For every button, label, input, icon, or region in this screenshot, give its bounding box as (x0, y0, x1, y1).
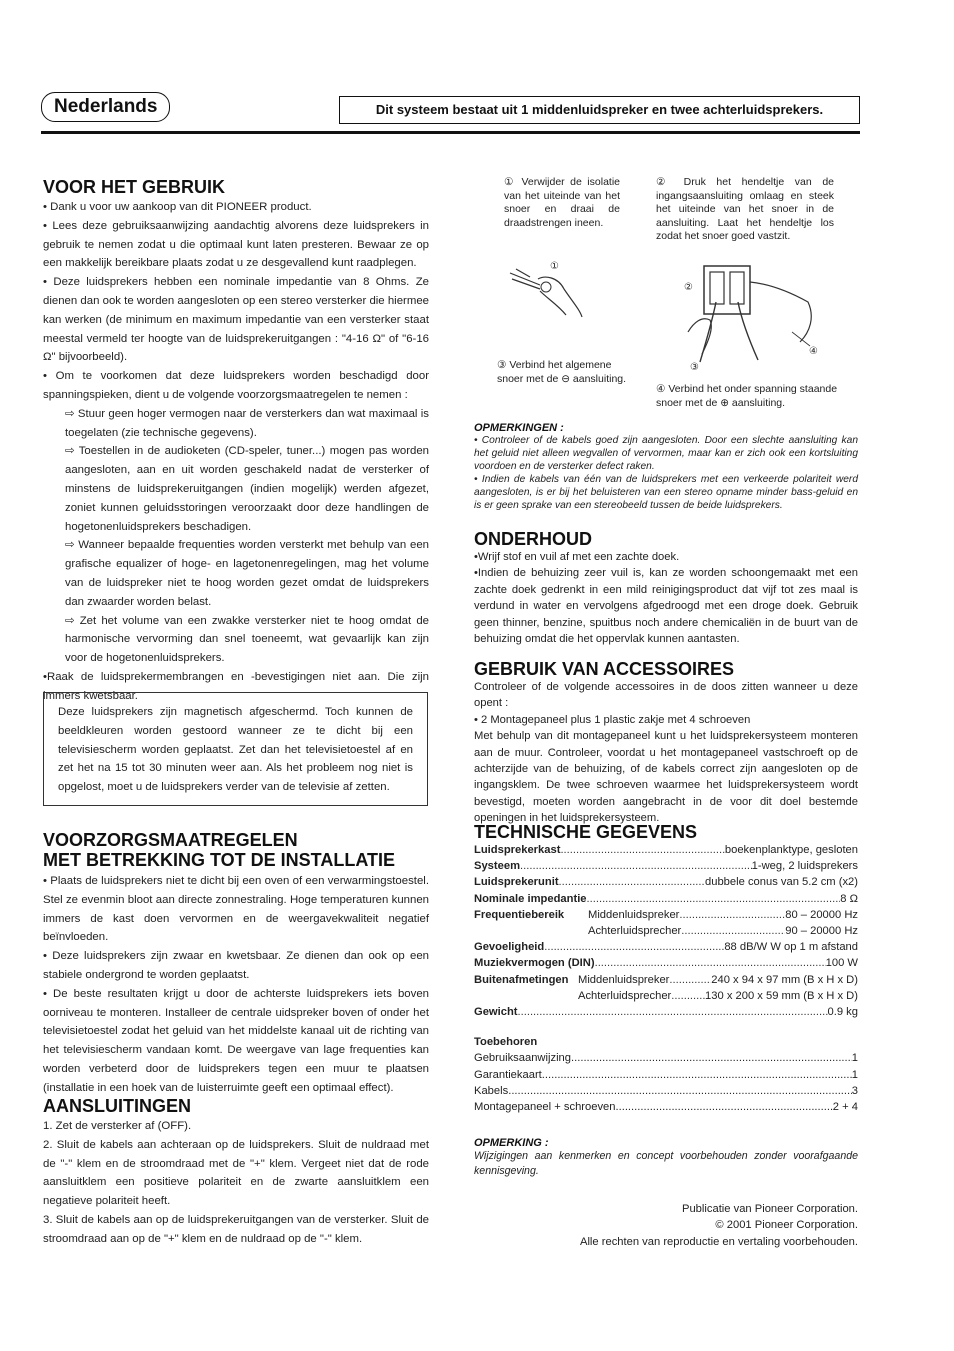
footer-publisher: Publicatie van Pioneer Corporation. (682, 1203, 858, 1215)
step1-text: ① Verwijder de isolatie van het uiteinde van het snoer en draai de draadstrengen ineen. (504, 176, 620, 229)
accessory-qty: 1 (851, 1068, 858, 1081)
system-note: Dit systeem bestaat uit 1 middenluidspreker en twee achterluidsprekers. (339, 96, 860, 124)
spec-sub: Middenluidspreker (588, 908, 680, 921)
voorzorg-title-1: VOORZORGSMAATREGELEN (43, 830, 298, 850)
voor-s4: ⇨ Zet het volume van een zwakke versterker niet te hoog omdat de harmonische vervorming dan snel toeneemt, wat gevaarlijk kan zijn voor de hogetonenluidsprekers. (65, 614, 429, 665)
spec-value: 90 – 20000 Hz (785, 925, 858, 938)
language-label: Nederlands (41, 92, 170, 122)
accessory-qty: 2 + 4 (832, 1101, 858, 1114)
onderhoud-p2: •Indien de behuizing zeer vuil is, kan ze worden schoongemaakt met een zachte doek gedrenkt in een mild reinigingsproduct dat vijf tot zes maal is verdund in water en vervolgens afgedroogd met een droge doek. Gebruik geen thinner, benzine, spuitbus noch andere chemicaliën in de buurt van de behuizing omdat die het oppervlak kunnen aantasten. (474, 567, 858, 646)
accessory-row (474, 1050, 858, 1066)
opmerkingen-title: OPMERKINGEN : (474, 422, 564, 434)
step4-text: ④ Verbind het onder spanning staande snoer met de ⊕ aansluiting. (656, 383, 838, 409)
voor-p1: • Dank u voor uw aankoop van dit PIONEER product. (43, 201, 312, 213)
strip-wire-illustration (500, 255, 595, 325)
spec-value: boekenplanktype, gesloten (724, 844, 858, 856)
spec-value: 240 x 94 x 97 mm (B x H x D) (711, 973, 858, 986)
opmerking-title: OPMERKING : (474, 1137, 549, 1149)
footer-rights: Alle rechten van reproductie en vertaling voorbehouden. (579, 1235, 858, 1248)
spec-sub: Middenluidspreker (578, 973, 670, 986)
spec-row (474, 955, 858, 971)
spec-row (474, 972, 858, 988)
spec-key: Gewicht (474, 1006, 518, 1019)
accessory-row (474, 1067, 858, 1083)
spec-value: 1-weg, 2 luidsprekers (751, 860, 858, 873)
voorzorg-section (43, 830, 429, 1098)
magnetic-shield-note (43, 692, 428, 806)
spec-key: Buitenafmetingen (474, 973, 569, 986)
spec-sub: Achterluidsprecher (578, 989, 672, 1002)
spec-row (474, 923, 858, 939)
voorzorg-title-2: MET BETREKKING TOT DE INSTALLATIE (43, 850, 395, 870)
voor-section (43, 177, 429, 706)
voor-p4: • Om te voorkomen dat deze luidsprekers worden beschadigd door spanningspieken, dient u de volgende voorzorgsmaatregelen te nemen : (43, 370, 429, 401)
spec-row (474, 842, 858, 858)
terminal-illustration (680, 262, 830, 372)
toebehoren-title: Toebehoren (474, 1036, 538, 1049)
accessory-row (474, 1099, 858, 1115)
voor-s2: ⇨ Toestellen in de audioketen (CD-speler, tuner...) mogen pas worden aangesloten, aan en uit worden geschakeld nadat de versterker of minstens de luidsprekeruitgangen (indien mogelijk) werden afgezet, zoniet kunnen geluidsstoringen veroorzaakt door deze handlingen de hogetonenluidsprekers beschadigen. (65, 445, 429, 533)
aansluitingen-p2: 2. Sluit de kabels aan achteraan op de luidsprekers. Sluit de nuldraad met de "-" klem en de stroomdraad met de "+" klem. Vergeet niet dat de rode aansluitklem een positieve polariteit en de zwarte aansluitklem een negatieve polariteit heeft. (43, 1138, 429, 1208)
spec-key: Systeem (474, 860, 521, 873)
step2-text: ② Druk het hendeltje van de ingangsaansluiting omlaag en steek het uiteinde van het snoer in de aansluiting. Laat het hendeltje los zodat het snoer goed vastzit. (656, 176, 834, 243)
spec-value: 100 W (825, 957, 858, 970)
accessory-row (474, 1083, 858, 1099)
spec-row (474, 891, 858, 907)
tech-title: TECHNISCHE GEGEVENS (474, 822, 698, 842)
voor-p2: • Lees deze gebruiksaanwijzing aandachtig alvorens deze luidsprekers in gebruik te nemen zodat u die optimaal kunt laten presteren. Bewaar ze op een makkelijk bereikbare plaats zodat u ze desgevallend kunt raadplegen. (43, 219, 429, 270)
spec-row (474, 858, 858, 874)
spec-row (474, 874, 858, 890)
aansluitingen-title: AANSLUITINGEN (43, 1096, 191, 1116)
aansluitingen-section (43, 1096, 429, 1249)
spec-row (474, 988, 858, 1004)
marker-1: ① (550, 261, 559, 272)
header-rule (41, 131, 860, 134)
accessory-qty: 1 (851, 1052, 858, 1065)
spec-value: 8 Ω (840, 892, 858, 905)
spec-key: Luidsprekerkast (474, 844, 561, 856)
voor-title: VOOR HET GEBRUIK (43, 177, 226, 197)
opmerking-section (474, 1137, 858, 1179)
spec-value: 88 dB/W W op 1 m afstand (724, 941, 858, 954)
spec-value: dubbele conus van 5.2 cm (x2) (705, 876, 858, 889)
accessoires-p1: Controleer of de volgende accessoires in de doos zitten wanneer u deze opent : (474, 681, 858, 710)
spec-key: Gevoeligheid (474, 941, 545, 954)
spec-key: Luidsprekerunit (474, 876, 559, 889)
voor-s1: ⇨ Stuur geen hoger vermogen naar de versterkers dan wat maximaal is toegelaten (zie technische gegevens). (65, 407, 429, 439)
accessory-qty: 3 (851, 1084, 858, 1097)
spec-row (474, 907, 858, 923)
opmerkingen-n1: • Controleer of de kabels goed zijn aangesloten. Door een slechte aansluiting kan het geluid niet alleen wegvallen of vervormen, maar kan er zich ook een kortsluiting voordoen en de versterker defect raken. (474, 435, 858, 472)
accessoires-p2: • 2 Montagepaneel plus 1 plastic zakje met 4 schroeven (474, 713, 751, 726)
tech-section (474, 822, 858, 1115)
spec-value: 130 x 200 x 59 mm (B x H x D) (705, 989, 858, 1002)
aansluitingen-p3: 3. Sluit de kabels aan op de luidsprekeruitgangen van de versterker. Sluit de stroomdraad aan op de "+" klem en de nuldraad op de "-" klem. (43, 1213, 429, 1245)
onderhoud-section (474, 529, 858, 647)
voor-p5: •Raak de luidsprekermembrangen en -bevestigingen niet aan. Die zijn immers kwetsbaar. (43, 670, 429, 702)
publisher-footer (540, 1201, 858, 1250)
spec-key: Frequentiebereik (474, 908, 565, 921)
voorzorg-p3: • De beste resultaten krijgt u door de achterste luidsprekers iets boven oorniveau te monteren. Installeer de centrale uidspreker boven of onder het televisietoestel zodat het geluid van het middelste kanaal uit de richting van het televisiescherm vandaan komt. De weergave van lage frequenties kan worden verbeterd door de luidsprekers tegen een muur te plaatsen (installatie in een hoek van de luisterruimte geeft een optimaal effect). (43, 987, 429, 1094)
accessory-name: Garantiekaart (474, 1068, 542, 1081)
spec-row (474, 939, 858, 955)
voor-s3: ⇨ Wanneer bepaalde frequenties worden versterkt met behulp van een grafische equalizer of hoge- en lagetonenregelingen, mag het volume van de luidspreker niet te hoog worden gezet omdat de luidsprekers dan zwaarder worden belast. (65, 539, 429, 608)
spec-sub: Achterluidsprecher (588, 925, 682, 938)
marker-4: ④ (809, 346, 818, 357)
aansluitingen-p1: 1. Zet de versterker af (OFF). (43, 1120, 192, 1132)
accessoires-section (474, 659, 858, 827)
spec-row (474, 1004, 858, 1020)
voor-p3: • Deze luidsprekers hebben een nominale impedantie van 8 Ohms. Ze dienen dan ook te worden aangesloten op een stereo versterker die hiermee kan werken (de minimum en maximum impedantie van een versterker staat meestal vermeld ter hoogte van de luidsprekeruitgangen : "4-16 Ω" of "6-16 Ω" bijvoorbeeld). (43, 276, 429, 364)
step3-text: ③ Verbind het algemene snoer met de ⊖ aansluiting. (497, 359, 627, 385)
accessory-name: Gebruiksaanwijzing (474, 1052, 572, 1065)
accessory-name: Montagepaneel + schroeven (474, 1101, 616, 1114)
toebehoren-title-row (474, 1034, 858, 1050)
opmerking-text: Wijzigingen aan kenmerken en concept voorbehouden zonder voorafgaande kennisgeving. (474, 1150, 858, 1177)
voorzorg-p1: • Plaats de luidsprekers niet te dicht bij een oven of een verwarmingstoestel. Stel ze evenmin bloot aan directe zonnestraling. Hoge temperaturen kunnen immers de kast doen vervormen en de weergavekwaliteit negatief beïnvloeden. (43, 875, 429, 944)
voorzorg-p2: • Deze luidsprekers zijn zwaar en kwetsbaar. Ze dienen dan ook op een stabiele ondergrond te worden geplaatst. (43, 950, 429, 981)
spec-key: Muziekvermogen (DIN) (474, 957, 595, 970)
spec-key: Nominale impedantie (474, 892, 587, 905)
opmerkingen-section (474, 422, 858, 512)
spec-value: 80 – 20000 Hz (785, 908, 858, 921)
marker-3: ③ (690, 362, 699, 372)
footer-copyright: © 2001 Pioneer Corporation. (715, 1219, 858, 1232)
onderhoud-title: ONDERHOUD (474, 529, 593, 549)
marker-2: ② (684, 282, 693, 293)
magnetic-shield-text: Deze luidsprekers zijn magnetisch afgeschermd. Toch kunnen de beeldkleuren worden gestoord wanneer ze te dicht bij een televisiescherm worden geplaatst. Zet dan het televisietoestel af en zet het na 15 tot 30 minuten weer aan. Als het probleem nog niet is opgelost, moet u de luidsprekers verder van de televisie af zetten. (58, 706, 413, 794)
accessory-name: Kabels (474, 1084, 509, 1097)
accessoires-title: GEBRUIK VAN ACCESSOIRES (474, 659, 735, 679)
spec-value: 0.9 kg (827, 1006, 858, 1019)
opmerkingen-n2: • Indien de kabels van één van de luidsprekers met een verkeerde polariteit werd aangesloten, is er bij het beluisteren van een stereo opname minder bass-geluid en is er geen sprake van een stereobeeld tussen de beide luidsprekers. (474, 474, 858, 511)
accessoires-p3: Met behulp van dit montagepaneel kunt u het luidsprekersysteem monteren aan de muur. Controleer, voordat u het montagepaneel vastschroeft op de achterzijde van de behuizing, of de kabels correct zijn aangesloten op de ingangsklem. De twee schroeven waarmee het luidsprekersysteem wordt bevestigd, moeten worden aangebracht in de voor dit doel bestemde openingen in het luidsprekersysteem. (474, 730, 858, 825)
onderhoud-p1: •Wrijf stof en vuil af met een zachte doek. (474, 551, 680, 563)
